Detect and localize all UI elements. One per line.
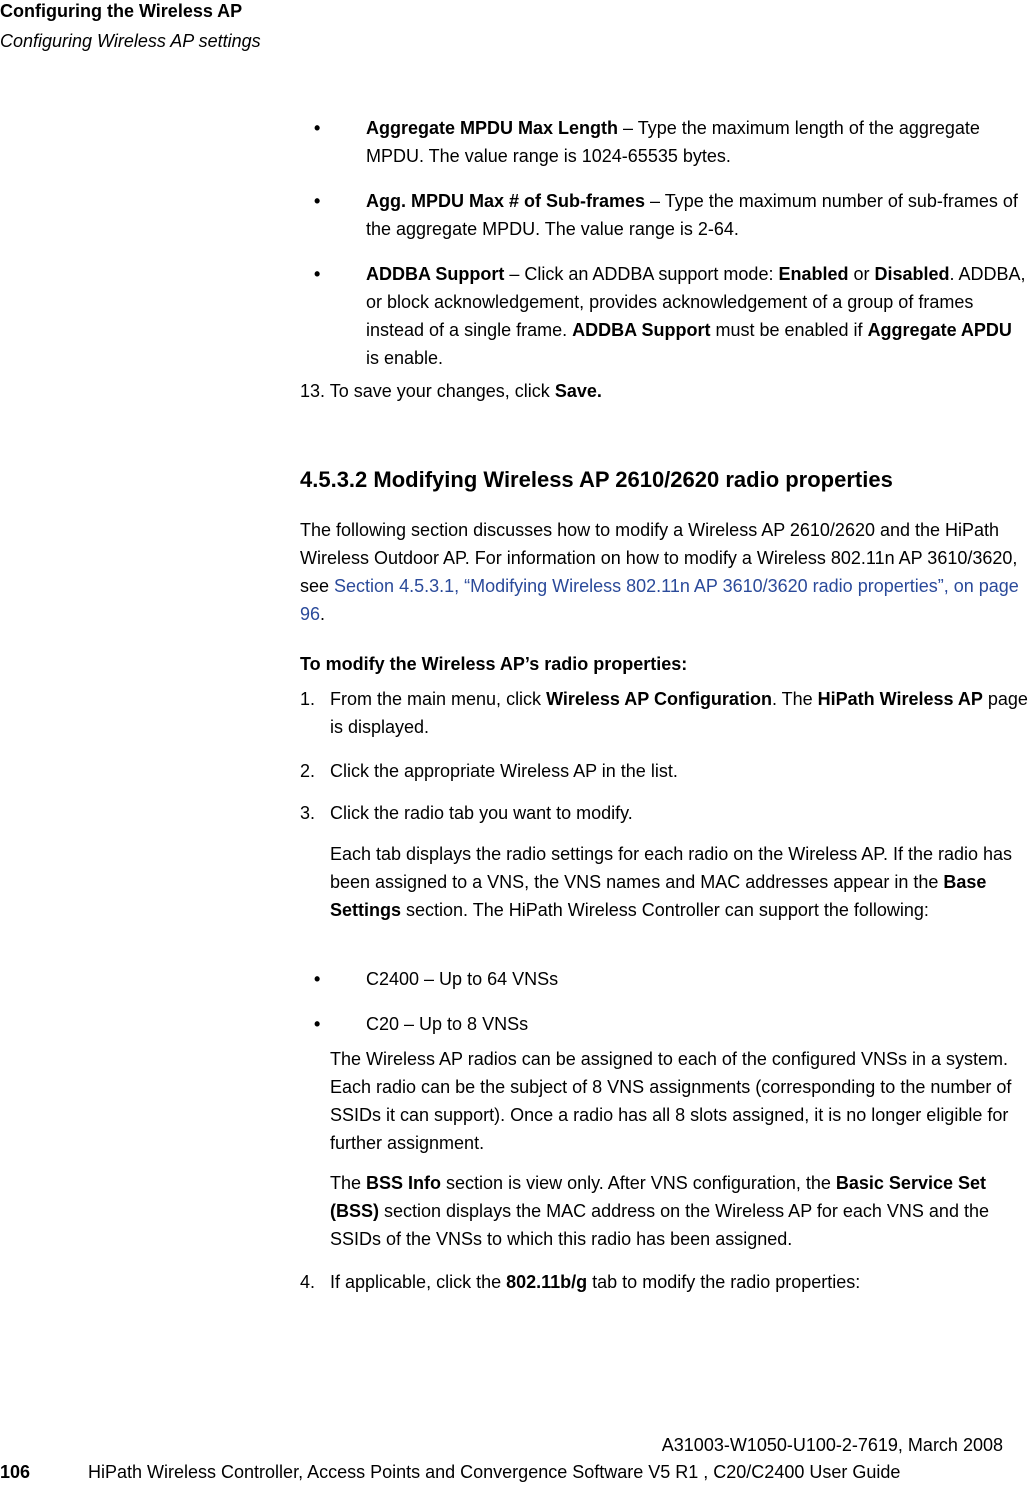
bullet-text: C2400 – Up to 64 VNSs <box>366 969 559 989</box>
vns-bullet-c20 <box>300 1010 1028 1038</box>
step-text: From the main menu, click Wireless AP Configuration. The HiPath Wireless AP page is displayed. <box>330 689 1028 737</box>
step-13: 13. To save your changes, click Save. <box>300 381 602 401</box>
step-text: Click the radio tab you want to modify. <box>330 803 633 823</box>
vns-bullet-c2400 <box>300 965 1028 993</box>
section-cross-reference-link[interactable]: Section 4.5.3.1, “Modifying Wireless 802.11n AP 3610/3620 radio properties”, on page 96 <box>300 576 1019 624</box>
bullet-marker: • <box>314 191 321 211</box>
bullet-text: C20 – Up to 8 VNSs <box>366 1014 529 1034</box>
step-number: 3. <box>300 803 316 823</box>
step-3 <box>300 799 1028 827</box>
step-3-paragraph-1: Each tab displays the radio settings for each radio on the Wireless AP. If the radio has been assigned to a VNS, the VNS names and MAC addresses appear in the Base Settings section. The HiPath Wireless Controller can support the following: <box>330 844 1013 920</box>
bullet-marker: • <box>314 969 321 989</box>
section-heading: 4.5.3.2 Modifying Wireless AP 2610/2620 radio properties <box>300 467 893 492</box>
bullet-marker: • <box>314 1014 321 1034</box>
bullet-item-addba-support <box>300 260 1028 372</box>
bullet-text: Agg. MPDU Max # of Sub-frames – Type the maximum number of sub-frames of the aggregate MPDU. The value range is 2-64. <box>366 191 1018 239</box>
step-4 <box>300 1268 1028 1296</box>
step-number: 4. <box>300 1272 316 1292</box>
step-1 <box>300 685 1028 741</box>
bullet-text: Aggregate MPDU Max Length – Type the maximum length of the aggregate MPDU. The value range is 1024-65535 bytes. <box>366 118 980 166</box>
step-number: 1. <box>300 689 316 709</box>
step-number: 2. <box>300 761 316 781</box>
running-header-section: Configuring Wireless AP settings <box>0 31 261 51</box>
bullet-marker: • <box>314 118 321 138</box>
procedure-title: To modify the Wireless AP’s radio properties: <box>300 654 688 674</box>
running-header-chapter: Configuring the Wireless AP <box>0 1 243 21</box>
step-text: If applicable, click the 802.11b/g tab to modify the radio properties: <box>330 1272 861 1292</box>
footer-title: HiPath Wireless Controller, Access Points and Convergence Software V5 R1 , C20/C2400 User Guide <box>88 1462 901 1482</box>
step-text: Click the appropriate Wireless AP in the list. <box>330 761 678 781</box>
bullet-item-ampdu-subframes <box>300 187 1028 243</box>
bullet-text: ADDBA Support – Click an ADDBA support mode: Enabled or Disabled. ADDBA, or block acknowledgement, provides acknowledgement of a group of frames instead of a single frame. ADDBA Support must be enabled if Aggregate APDU is enable. <box>366 264 1026 368</box>
footer-document-id: A31003-W1050-U100-2-7619, March 2008 <box>661 1435 1003 1455</box>
step-3-paragraph-3: The BSS Info section is view only. After VNS configuration, the Basic Service Set (BSS) section displays the MAC address on the Wireless AP for each VNS and the SSIDs of the VNSs to which this radio has been assigned. <box>330 1173 989 1249</box>
bullet-list-top <box>300 114 1028 372</box>
bullet-marker: • <box>314 264 321 284</box>
page-number: 106 <box>0 1462 31 1482</box>
footer <box>0 1461 1029 1483</box>
step-2 <box>300 757 1028 785</box>
bullet-item-ampdu-length <box>300 114 1028 170</box>
intro-paragraph: The following section discusses how to modify a Wireless AP 2610/2620 and the HiPath Wireless Outdoor AP. For information on how to modify a Wireless 802.11n AP 3610/3620, see Section 4.5.3.1, “Modifying Wireless 802.11n AP 3610/3620 radio properties”, on page 96. <box>300 520 1019 624</box>
step-3-paragraph-2: The Wireless AP radios can be assigned to each of the configured VNSs in a system. Each radio can be the subject of 8 VNS assignments (corresponding to the number of SSIDs it can support). Once a radio has all 8 slots assigned, it is no longer eligible for further assignment. <box>330 1049 1012 1153</box>
